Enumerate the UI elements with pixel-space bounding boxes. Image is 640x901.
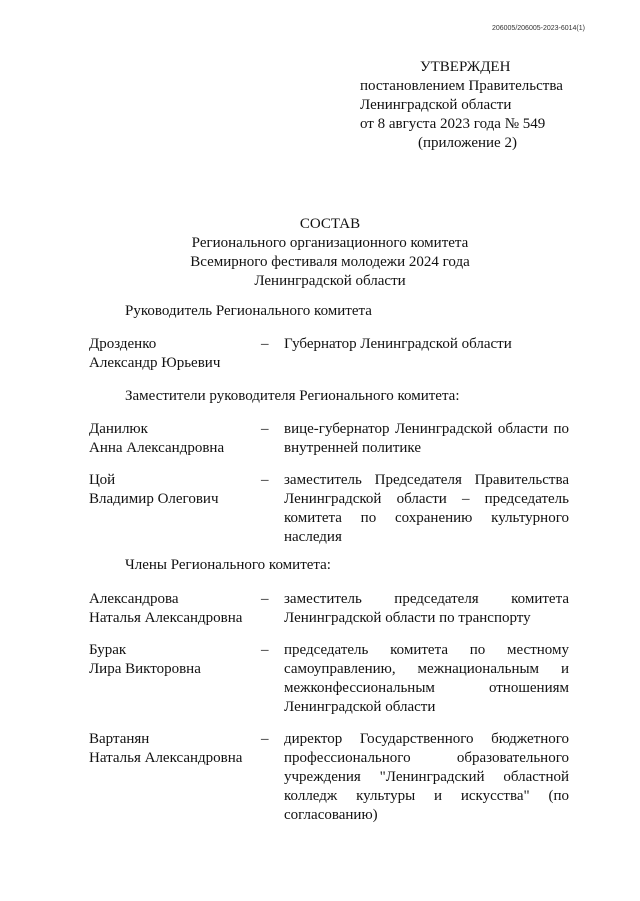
- heading-line: Ленинградской области: [254, 273, 406, 289]
- member-name: [89, 471, 259, 509]
- approval-line: от 8 августа 2023 года № 549: [360, 116, 546, 132]
- member-name: [89, 590, 259, 628]
- member-role: заместитель Председателя Правительства Ленинградской области – председатель комитета по сохранению культурного наследия: [284, 472, 569, 545]
- member-surname: Цой: [89, 472, 116, 488]
- document-heading: [0, 215, 640, 291]
- approval-appendix: (приложение 2): [418, 135, 517, 151]
- member-surname: Александрова: [89, 591, 179, 607]
- member-name: [89, 641, 259, 679]
- member-role: Губернатор Ленинградской области: [284, 336, 512, 352]
- heading-line: Регионального организационного комитета: [191, 235, 469, 251]
- dash-separator: –: [261, 421, 269, 437]
- member-role: председатель комитета по местному самоуправлению, межнациональным и межконфессиональным отношениям Ленинградской области: [284, 642, 569, 715]
- member-name: [89, 730, 259, 768]
- member-role: вице-губернатор Ленинградской области по внутренней политике: [284, 421, 569, 456]
- heading-line: Всемирного фестиваля молодежи 2024 года: [190, 254, 470, 270]
- document-id: 206005/206005-2023-6014(1): [491, 25, 585, 32]
- dash-separator: –: [261, 336, 269, 352]
- dash-separator: –: [261, 642, 269, 658]
- member-given-name: Наталья Александровна: [89, 750, 243, 766]
- member-role: заместитель председателя комитета Ленинградской области по транспорту: [284, 591, 569, 626]
- member-name: [89, 420, 259, 458]
- approval-title: УТВЕРЖДЕН: [420, 59, 511, 75]
- member-given-name: Анна Александровна: [89, 440, 225, 456]
- approval-line: постановлением Правительства: [360, 78, 563, 94]
- approval-line: Ленинградской области: [360, 97, 512, 113]
- member-given-name: Владимир Олегович: [89, 491, 219, 507]
- member-name: [89, 335, 259, 373]
- dash-separator: –: [261, 731, 269, 747]
- member-surname: Вартанян: [89, 731, 150, 747]
- member-role: директор Государственного бюджетного профессионального образовательного учреждения "Ленинградский областной колледж культуры и искусства" (по согласованию): [284, 731, 569, 823]
- member-surname: Данилюк: [89, 421, 148, 437]
- member-given-name: Наталья Александровна: [89, 610, 243, 626]
- dash-separator: –: [261, 591, 269, 607]
- member-surname: Дрозденко: [89, 336, 157, 352]
- approval-block: [360, 58, 563, 153]
- section-head-title: Руководитель Регионального комитета: [125, 303, 372, 319]
- member-surname: Бурак: [89, 642, 127, 658]
- heading-title: СОСТАВ: [299, 216, 361, 232]
- dash-separator: –: [261, 472, 269, 488]
- section-deputies-title: Заместители руководителя Регионального комитета:: [125, 388, 460, 404]
- member-given-name: Александр Юрьевич: [89, 355, 221, 371]
- section-members-title: Члены Регионального комитета:: [125, 557, 331, 573]
- member-given-name: Лира Викторовна: [89, 661, 201, 677]
